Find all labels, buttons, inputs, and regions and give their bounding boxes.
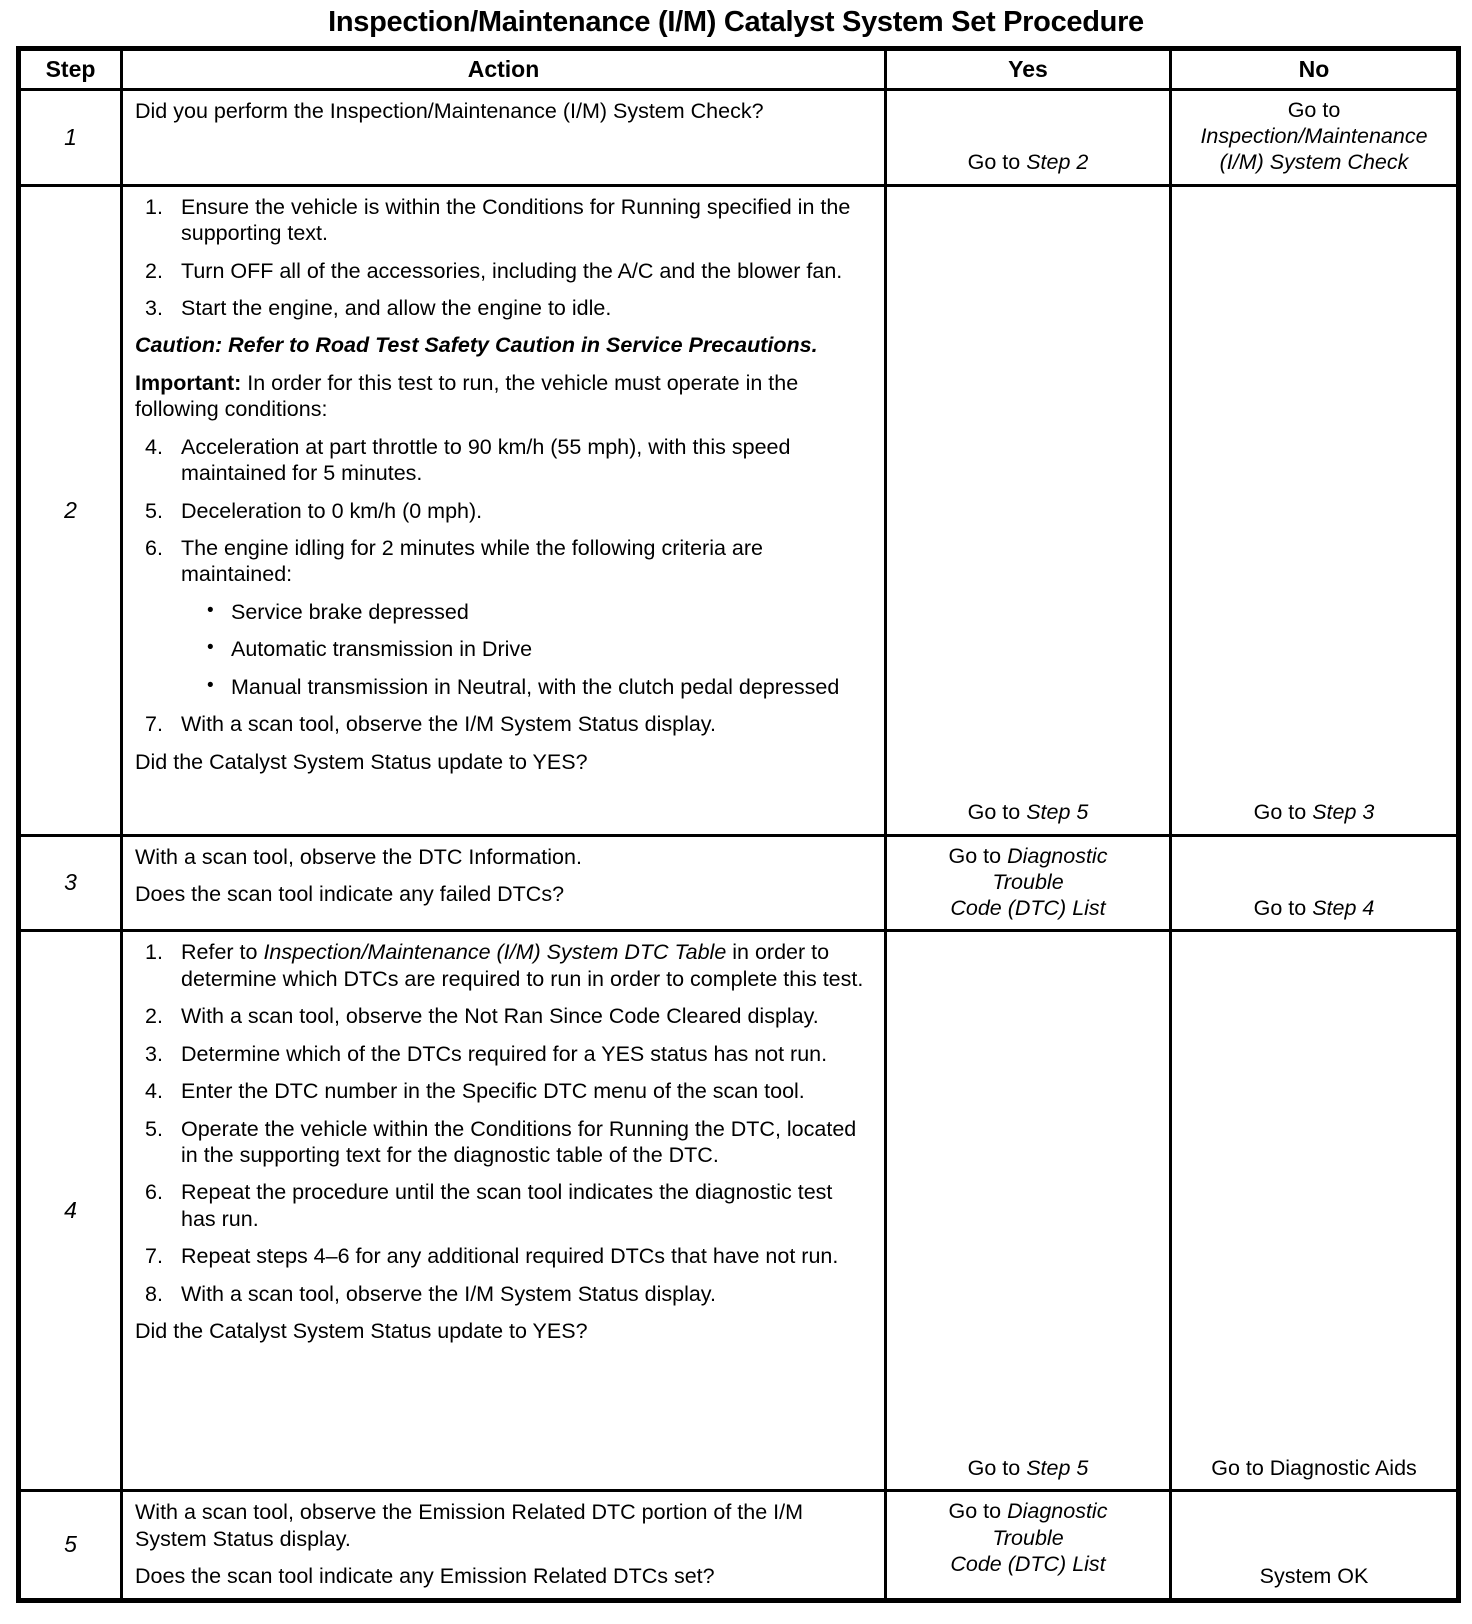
decision-line bbox=[1180, 149, 1448, 175]
item-text bbox=[231, 636, 870, 662]
action-cell bbox=[122, 835, 886, 931]
text-run: Diagnostic bbox=[1007, 843, 1108, 868]
item-text bbox=[181, 1116, 870, 1169]
text-run: Manual transmission in Neutral, with the clutch pedal depressed bbox=[231, 674, 840, 699]
decision-line bbox=[895, 843, 1161, 869]
decision-line bbox=[1180, 1563, 1448, 1589]
text-run: Important: bbox=[135, 370, 242, 395]
paragraph bbox=[135, 1563, 870, 1589]
text-run: Deceleration to 0 km/h (0 mph). bbox=[181, 498, 483, 523]
bullet-item bbox=[135, 674, 870, 700]
text-run: Does the scan tool indicate any Emission Related DTCs set? bbox=[135, 1564, 715, 1589]
table-row bbox=[19, 90, 1459, 186]
decision-line bbox=[895, 1455, 1161, 1481]
item-text bbox=[181, 498, 870, 524]
bullet-icon: • bbox=[207, 637, 214, 659]
procedure-table bbox=[16, 46, 1461, 1603]
text-run: Inspection/Maintenance bbox=[1200, 124, 1428, 149]
text-run: Repeat steps 4–6 for any additional required DTCs that have not run. bbox=[181, 1244, 839, 1269]
item-text bbox=[181, 1243, 870, 1269]
item-text bbox=[181, 939, 870, 992]
yes-cell bbox=[886, 185, 1171, 835]
decision-line bbox=[1180, 97, 1448, 123]
text-run: Go to Diagnostic Aids bbox=[1211, 1456, 1417, 1481]
text-run: With a scan tool, observe the I/M System Status display. bbox=[181, 1281, 716, 1306]
numbered-item bbox=[135, 295, 870, 321]
text-run: Go to bbox=[948, 1499, 1008, 1524]
decision-line bbox=[895, 895, 1161, 921]
item-text bbox=[181, 1281, 870, 1307]
yes-cell bbox=[886, 1491, 1171, 1600]
text-run: Trouble bbox=[992, 869, 1064, 894]
item-number: 6. bbox=[145, 1180, 163, 1205]
text-run: Enter the DTC number in the Specific DTC menu of the scan tool. bbox=[181, 1079, 805, 1104]
item-number: 1. bbox=[145, 194, 163, 219]
text-run: Did you perform the Inspection/Maintenance (I/M) System Check? bbox=[135, 99, 764, 123]
item-text bbox=[231, 674, 870, 700]
decision-line bbox=[895, 149, 1161, 175]
numbered-item bbox=[135, 258, 870, 284]
decision-line bbox=[1180, 123, 1448, 149]
decision-line bbox=[895, 869, 1161, 895]
bullet-item bbox=[135, 636, 870, 662]
paragraph bbox=[135, 881, 870, 907]
item-text bbox=[181, 711, 870, 737]
yes-cell bbox=[886, 835, 1171, 931]
col-header-action: Action bbox=[122, 49, 886, 90]
text-run: In order for this test to run, the vehicle must operate in the following conditions: bbox=[135, 370, 799, 422]
item-number: 1. bbox=[145, 940, 163, 965]
text-run: Step 5 bbox=[1026, 800, 1089, 825]
action-cell bbox=[122, 90, 886, 186]
text-run: Go to bbox=[967, 800, 1027, 825]
table-row bbox=[19, 835, 1459, 931]
numbered-item bbox=[135, 535, 870, 588]
text-run: Acceleration at part throttle to 90 km/h (55 mph), with this speed maintained for 5 minutes. bbox=[181, 434, 791, 486]
text-run: in order to determine which DTCs are required to run in order to complete this test. bbox=[181, 940, 864, 991]
text-run: Go to bbox=[967, 1456, 1027, 1481]
decision-line bbox=[895, 1498, 1161, 1524]
item-number: 5. bbox=[145, 498, 163, 523]
item-number: 3. bbox=[145, 295, 163, 320]
item-text bbox=[181, 258, 870, 284]
item-text bbox=[181, 194, 870, 247]
text-run: With a scan tool, observe the I/M System Status display. bbox=[181, 712, 716, 737]
paragraph bbox=[135, 370, 870, 423]
text-run: Diagnostic bbox=[1007, 1499, 1108, 1524]
text-run: Service brake depressed bbox=[231, 599, 469, 624]
item-text bbox=[181, 535, 870, 588]
text-run: Step 3 bbox=[1312, 800, 1375, 825]
numbered-item bbox=[135, 498, 870, 524]
text-run: Repeat the procedure until the scan tool indicates the diagnostic test has run. bbox=[181, 1180, 833, 1231]
paragraph bbox=[135, 98, 870, 124]
item-number: 2. bbox=[145, 1004, 163, 1029]
text-run: Go to bbox=[1287, 98, 1341, 122]
step-number: 5 bbox=[19, 1491, 122, 1600]
paragraph bbox=[135, 1499, 870, 1552]
action-cell bbox=[122, 185, 886, 835]
item-number: 6. bbox=[145, 536, 163, 561]
item-text bbox=[181, 1003, 870, 1029]
text-run: With a scan tool, observe the Emission Related DTC portion of the I/M System Status display. bbox=[135, 1500, 803, 1551]
no-cell bbox=[1171, 185, 1459, 835]
text-run: Code (DTC) List bbox=[950, 1551, 1106, 1576]
col-header-step: Step bbox=[19, 49, 122, 90]
bullet-item bbox=[135, 599, 870, 625]
text-run: Trouble bbox=[992, 1525, 1064, 1550]
item-number: 4. bbox=[145, 434, 163, 459]
no-cell bbox=[1171, 90, 1459, 186]
text-run: (I/M) System Check bbox=[1219, 150, 1409, 175]
item-number: 2. bbox=[145, 258, 163, 283]
step-number: 1 bbox=[19, 90, 122, 186]
text-run: Go to bbox=[1253, 896, 1313, 921]
text-run: Caution: Refer to Road Test Safety Caution in Service Precautions. bbox=[135, 333, 818, 358]
action-cell bbox=[122, 931, 886, 1491]
item-number: 4. bbox=[145, 1079, 163, 1104]
text-run: Step 5 bbox=[1026, 1456, 1089, 1481]
decision-line bbox=[1180, 1455, 1448, 1481]
paragraph bbox=[135, 1318, 870, 1344]
text-run: Code (DTC) List bbox=[950, 896, 1106, 921]
text-run: The engine idling for 2 minutes while the following criteria are maintained: bbox=[181, 536, 764, 587]
numbered-item bbox=[135, 1243, 870, 1269]
table-row bbox=[19, 1491, 1459, 1600]
no-cell bbox=[1171, 1491, 1459, 1600]
numbered-item bbox=[135, 1078, 870, 1104]
item-number: 7. bbox=[145, 1244, 163, 1269]
text-run: Step 2 bbox=[1026, 150, 1089, 175]
text-run: Turn OFF all of the accessories, including the A/C and the blower fan. bbox=[181, 258, 843, 283]
numbered-item bbox=[135, 1179, 870, 1232]
text-run: Start the engine, and allow the engine to idle. bbox=[181, 295, 612, 320]
text-run: Ensure the vehicle is within the Conditions for Running specified in the supporting text. bbox=[181, 194, 851, 246]
text-run: Inspection/Maintenance (I/M) System DTC Table bbox=[263, 940, 727, 965]
step-number: 3 bbox=[19, 835, 122, 931]
header-row bbox=[19, 49, 1459, 90]
text-run: Go to bbox=[967, 150, 1027, 175]
numbered-item bbox=[135, 194, 870, 247]
decision-line bbox=[895, 1551, 1161, 1577]
item-text bbox=[181, 1078, 870, 1104]
decision-line bbox=[1180, 799, 1448, 825]
yes-cell bbox=[886, 90, 1171, 186]
col-header-no: No bbox=[1171, 49, 1459, 90]
text-run: Determine which of the DTCs required for a YES status has not run. bbox=[181, 1041, 828, 1066]
page-title: Inspection/Maintenance (I/M) Catalyst System Set Procedure bbox=[328, 6, 1144, 38]
text-run: Operate the vehicle within the Conditions for Running the DTC, located in the supporting text for the diagnostic table of the DTC. bbox=[181, 1116, 857, 1167]
table-row bbox=[19, 185, 1459, 835]
no-cell bbox=[1171, 835, 1459, 931]
text-run: Refer to bbox=[181, 940, 264, 965]
text-run: Go to bbox=[948, 843, 1008, 868]
numbered-item bbox=[135, 939, 870, 992]
item-number: 7. bbox=[145, 712, 163, 737]
table-row bbox=[19, 931, 1459, 1491]
item-text bbox=[181, 1041, 870, 1067]
numbered-item bbox=[135, 711, 870, 737]
item-text bbox=[181, 1179, 870, 1232]
step-number: 4 bbox=[19, 931, 122, 1491]
text-run: Did the Catalyst System Status update to YES? bbox=[135, 749, 588, 774]
text-run: With a scan tool, observe the Not Ran Since Code Cleared display. bbox=[181, 1004, 819, 1029]
numbered-item bbox=[135, 434, 870, 487]
numbered-item bbox=[135, 1281, 870, 1307]
item-number: 3. bbox=[145, 1041, 163, 1066]
step-number: 2 bbox=[19, 185, 122, 835]
numbered-item bbox=[135, 1003, 870, 1029]
numbered-item bbox=[135, 1041, 870, 1067]
item-text bbox=[231, 599, 870, 625]
numbered-item bbox=[135, 1116, 870, 1169]
col-header-yes: Yes bbox=[886, 49, 1171, 90]
text-run: Does the scan tool indicate any failed DTCs? bbox=[135, 882, 565, 907]
bullet-icon: • bbox=[207, 599, 214, 621]
bullet-icon: • bbox=[207, 674, 214, 696]
text-run: Go to bbox=[1253, 800, 1313, 825]
paragraph bbox=[135, 332, 870, 358]
yes-cell bbox=[886, 931, 1171, 1491]
decision-line bbox=[1180, 895, 1448, 921]
item-number: 5. bbox=[145, 1116, 163, 1141]
text-run: With a scan tool, observe the DTC Information. bbox=[135, 844, 582, 869]
text-run: Automatic transmission in Drive bbox=[231, 637, 533, 662]
text-run: System OK bbox=[1259, 1564, 1369, 1589]
text-run: Step 4 bbox=[1312, 896, 1375, 921]
item-number: 8. bbox=[145, 1281, 163, 1306]
decision-line bbox=[895, 1525, 1161, 1551]
no-cell bbox=[1171, 931, 1459, 1491]
decision-line bbox=[895, 799, 1161, 825]
action-cell bbox=[122, 1491, 886, 1600]
item-text bbox=[181, 434, 870, 487]
item-text bbox=[181, 295, 870, 321]
paragraph bbox=[135, 844, 870, 870]
text-run: Did the Catalyst System Status update to YES? bbox=[135, 1319, 588, 1344]
paragraph bbox=[135, 749, 870, 775]
